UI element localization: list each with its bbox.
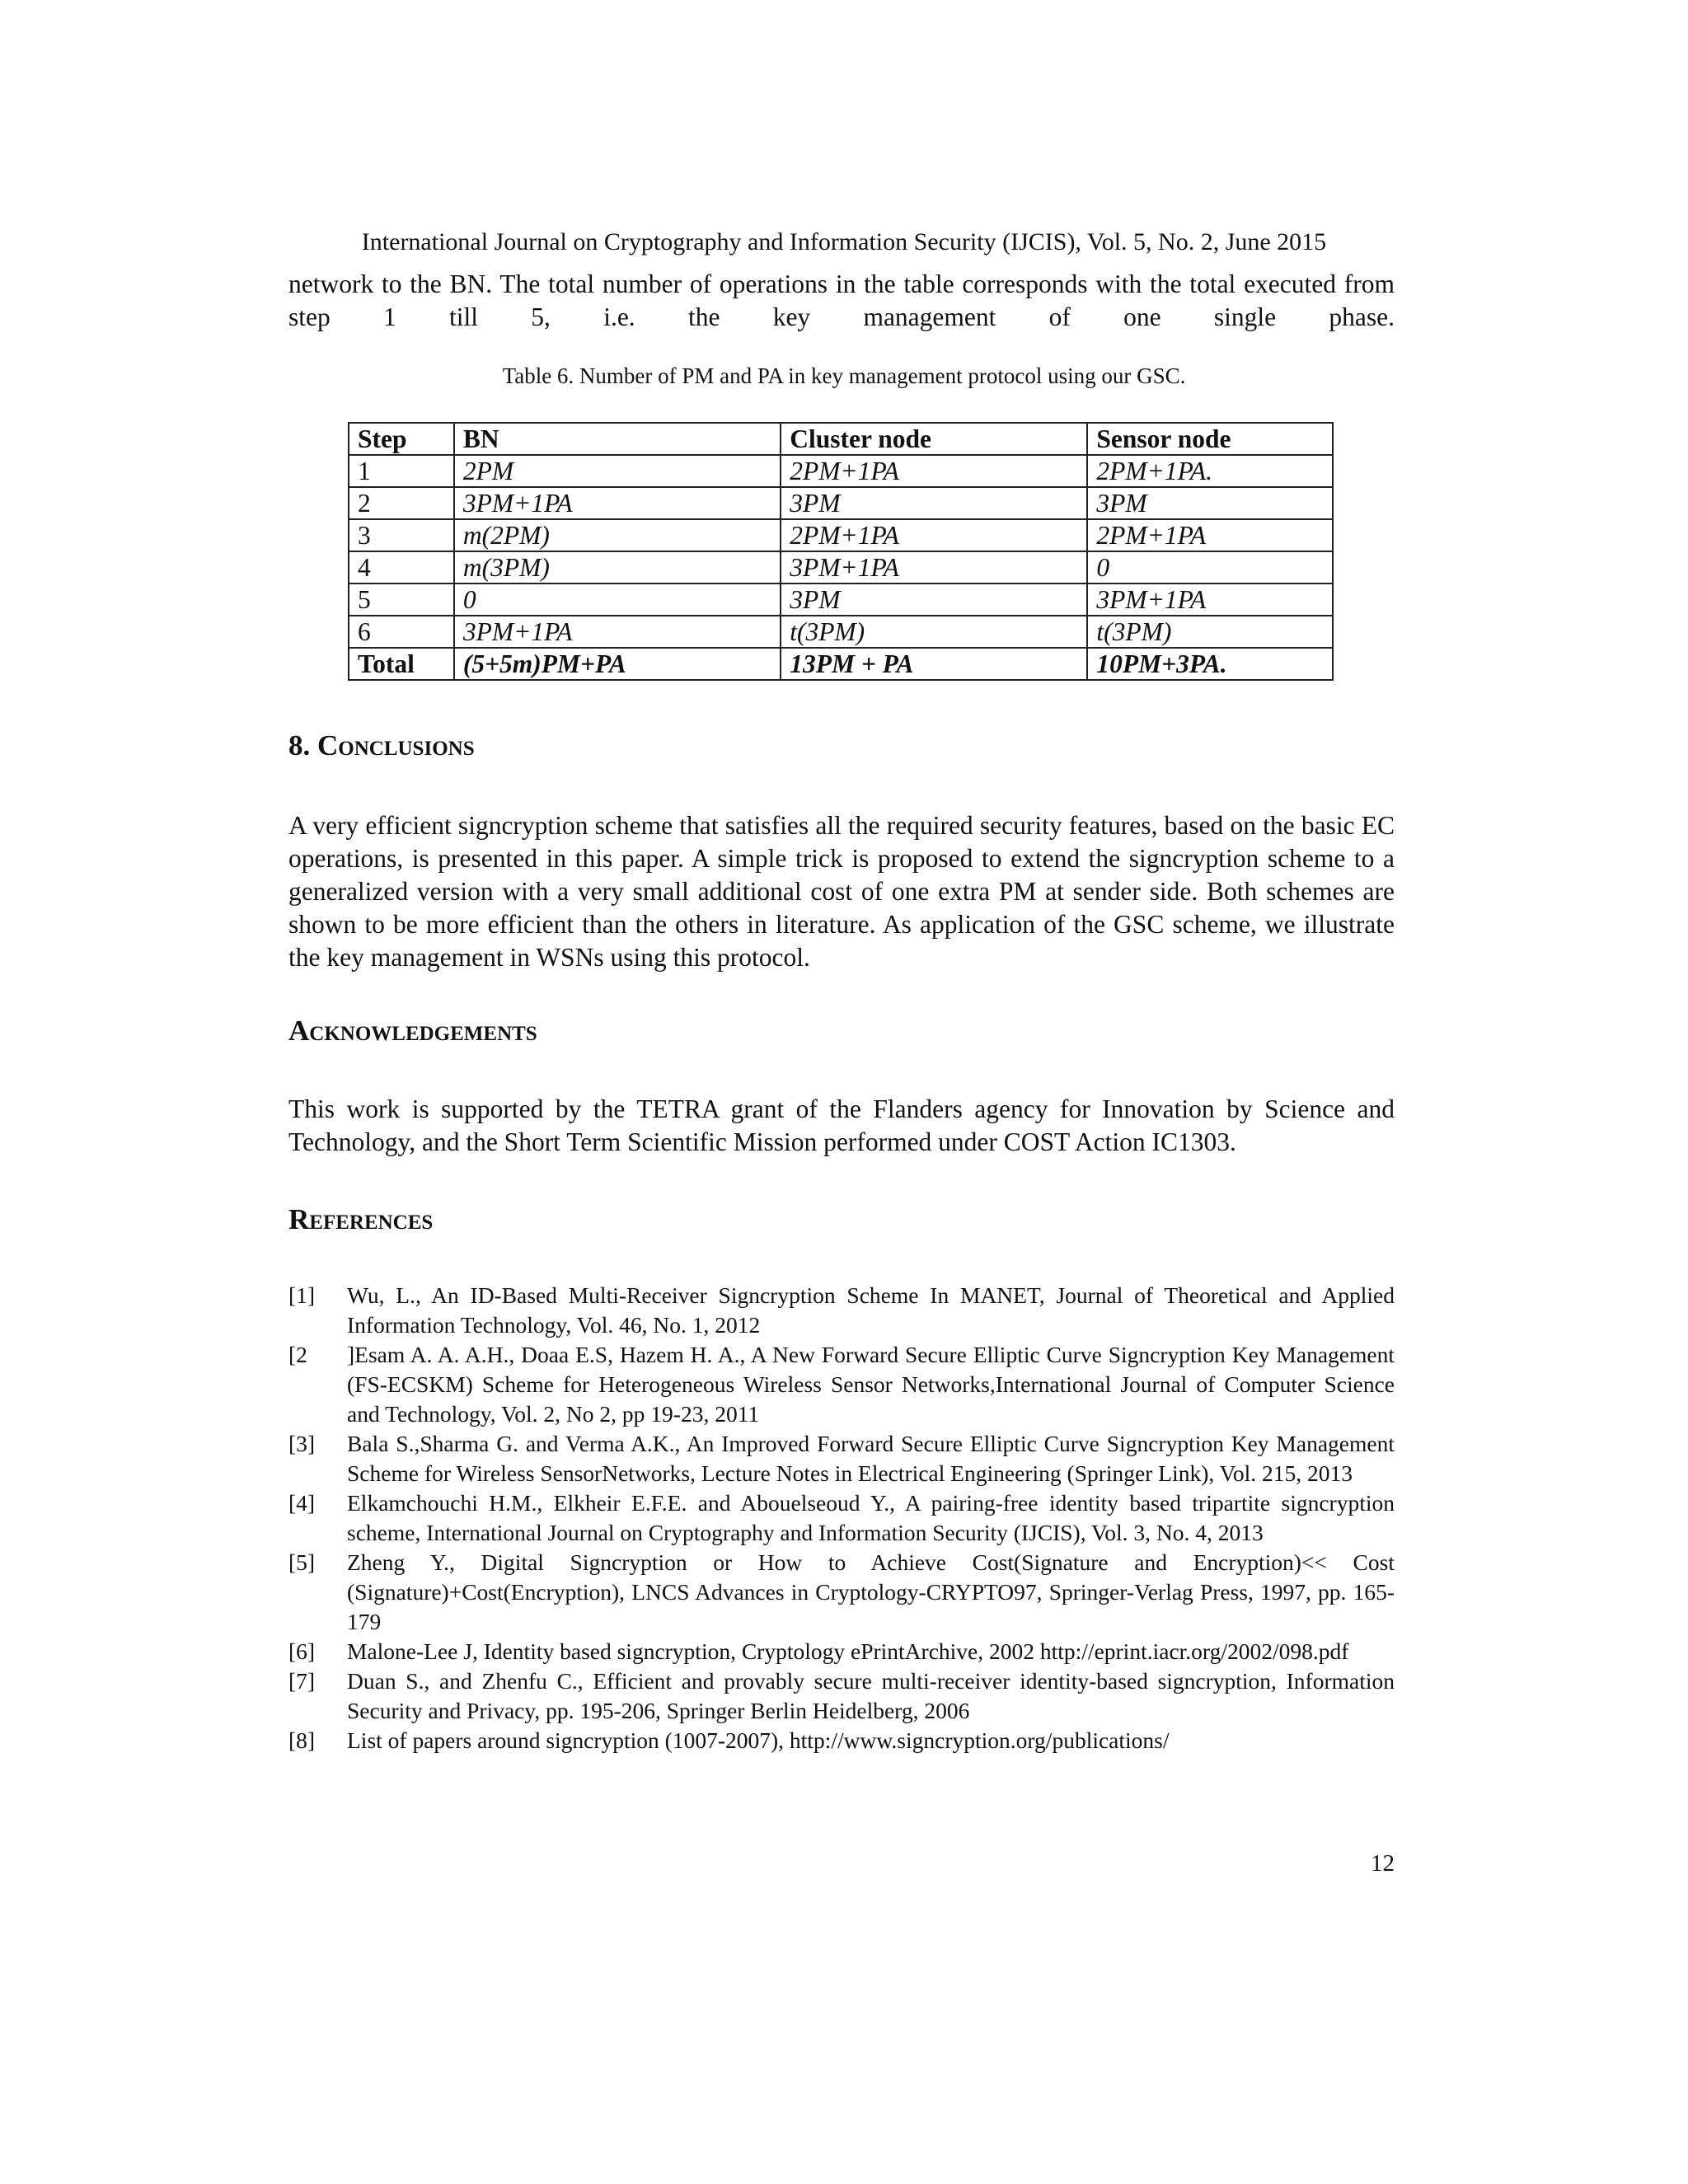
reference-text: Elkamchouchi H.M., Elkheir E.F.E. and Abouelseoud Y., A pairing-free identity based tripartite signcryption scheme, International Journal on Cryptography and Information Security (IJCIS), Vol. 3, No. 4, 2013: [347, 1490, 1395, 1545]
reference-item: [288, 1726, 1395, 1755]
reference-text: Malone-Lee J, Identity based signcryption, Cryptology ePrintArchive, 2002 http://eprint.iacr.org/2002/098.pdf: [347, 1638, 1349, 1664]
reference-text: ]Esam A. A. A.H., Doaa E.S, Hazem H. A., A New Forward Secure Elliptic Curve Signcryption Key Management (FS-ECSKM) Scheme for Heterogeneous Wireless Sensor Networks,International Journal of Computer Science and Technology, Vol. 2, No 2, pp 19-23, 2011: [347, 1342, 1395, 1427]
table-row: [349, 487, 1333, 519]
reference-number: [1]: [288, 1282, 316, 1308]
reference-list: [288, 1281, 1395, 1755]
table-header-row: [349, 423, 1333, 455]
cell-cluster: 2PM+1PA: [781, 519, 1087, 551]
operations-table: [348, 422, 1334, 681]
reference-item: [288, 1281, 1395, 1340]
cell-bn: 0: [454, 583, 781, 616]
reference-text: Bala S.,Sharma G. and Verma A.K., An Improved Forward Secure Elliptic Curve Signcryption Key Management Scheme for Wireless SensorNetworks, Lecture Notes in Electrical Engineering (Springer Link), Vol. 215, 2013: [347, 1431, 1395, 1486]
cell-step: 5: [349, 583, 454, 616]
cell-cluster: 3PM+1PA: [781, 551, 1087, 583]
reference-text: Wu, L., An ID-Based Multi-Receiver Signcryption Scheme In MANET, Journal of Theoretical and Applied Information Technology, Vol. 46, No. 1, 2012: [347, 1282, 1395, 1338]
reference-item: [288, 1548, 1395, 1637]
cell-bn: m(2PM): [454, 519, 781, 551]
reference-number: [8]: [288, 1727, 316, 1753]
cell-cluster: t(3PM): [781, 616, 1087, 648]
reference-number: [7]: [288, 1668, 316, 1694]
acknowledgements-paragraph: This work is supported by the TETRA grant of the Flanders agency for Innovation by Science and Technology, and the Short Term Scientific Mission performed under COST Action IC1303.: [288, 1094, 1395, 1156]
cell-sensor: 2PM+1PA: [1087, 519, 1333, 551]
cell-bn: 3PM+1PA: [454, 487, 781, 519]
intro-paragraph: network to the BN. The total number of operations in the table corresponds with the total executed from step 1 till 5, i.e. the key management of one single phase.: [288, 269, 1395, 331]
reference-number: [6]: [288, 1638, 316, 1664]
journal-header: International Journal on Cryptography and Information Security (IJCIS), Vol. 5, No. 2, June 2015: [361, 228, 1327, 255]
cell-step: Total: [349, 648, 454, 680]
cell-bn: 2PM: [454, 455, 781, 487]
cell-cluster: 2PM+1PA: [781, 455, 1087, 487]
cell-sensor: 3PM+1PA: [1087, 583, 1333, 616]
cell-bn: 3PM+1PA: [454, 616, 781, 648]
cell-bn: (5+5m)PM+PA: [454, 648, 781, 680]
reference-item: [288, 1666, 1395, 1726]
cell-sensor: t(3PM): [1087, 616, 1333, 648]
cell-sensor: 0: [1087, 551, 1333, 583]
reference-number: [2: [288, 1342, 307, 1367]
cell-step: 6: [349, 616, 454, 648]
reference-text: Duan S., and Zhenfu C., Efficient and provably secure multi-receiver identity-based signcryption, Information Security and Privacy, pp. 195-206, Springer Berlin Heidelberg, 2006: [347, 1668, 1395, 1723]
cell-cluster: 3PM: [781, 487, 1087, 519]
reference-item: [288, 1488, 1395, 1548]
conclusions-heading: 8. Conclusions: [288, 729, 475, 762]
cell-step: 4: [349, 551, 454, 583]
cell-sensor: 3PM: [1087, 487, 1333, 519]
reference-number: [5]: [288, 1549, 316, 1575]
table-total-row: [349, 648, 1333, 680]
cell-bn: m(3PM): [454, 551, 781, 583]
table-row: [349, 583, 1333, 616]
header-sensor-node: Sensor node: [1087, 423, 1333, 455]
reference-text: Zheng Y., Digital Signcryption or How to Achieve Cost(Signature and Encryption)<< Cost (Signature)+Cost(Encryption), LNCS Advances in Cryptology-CRYPTO97, Springer-Verlag Press, 1997, pp. 165-179: [347, 1549, 1395, 1634]
references-heading: References: [288, 1203, 434, 1235]
cell-step: 2: [349, 487, 454, 519]
table-row: [349, 551, 1333, 583]
page-number: 12: [1371, 1850, 1395, 1877]
conclusions-paragraph: A very efficient signcryption scheme that satisfies all the required security features, based on the basic EC operations, is presented in this paper. A simple trick is proposed to extend the signcryption scheme to a generalized version with a very small additional cost of one extra PM at sender side. Both schemes are shown to be more efficient than the others in literature. As application of the GSC scheme, we illustrate the key management in WSNs using this protocol.: [288, 811, 1395, 972]
table-row: [349, 455, 1333, 487]
cell-cluster: 13PM + PA: [781, 648, 1087, 680]
reference-item: [288, 1637, 1395, 1666]
reference-number: [3]: [288, 1431, 316, 1456]
cell-step: 3: [349, 519, 454, 551]
table-row: [349, 616, 1333, 648]
table-row: [349, 519, 1333, 551]
reference-item: [288, 1340, 1395, 1429]
header-bn: BN: [454, 423, 781, 455]
header-step: Step: [349, 423, 454, 455]
reference-item: [288, 1429, 1395, 1488]
table-caption: Table 6. Number of PM and PA in key management protocol using our GSC.: [502, 363, 1186, 388]
acknowledgements-heading: Acknowledgements: [288, 1015, 537, 1047]
header-cluster-node: Cluster node: [781, 423, 1087, 455]
cell-sensor: 2PM+1PA.: [1087, 455, 1333, 487]
cell-sensor: 10PM+3PA.: [1087, 648, 1333, 680]
cell-cluster: 3PM: [781, 583, 1087, 616]
cell-step: 1: [349, 455, 454, 487]
reference-number: [4]: [288, 1490, 316, 1516]
reference-text: List of papers around signcryption (1007-2007), http://www.signcryption.org/publications/: [347, 1727, 1170, 1753]
